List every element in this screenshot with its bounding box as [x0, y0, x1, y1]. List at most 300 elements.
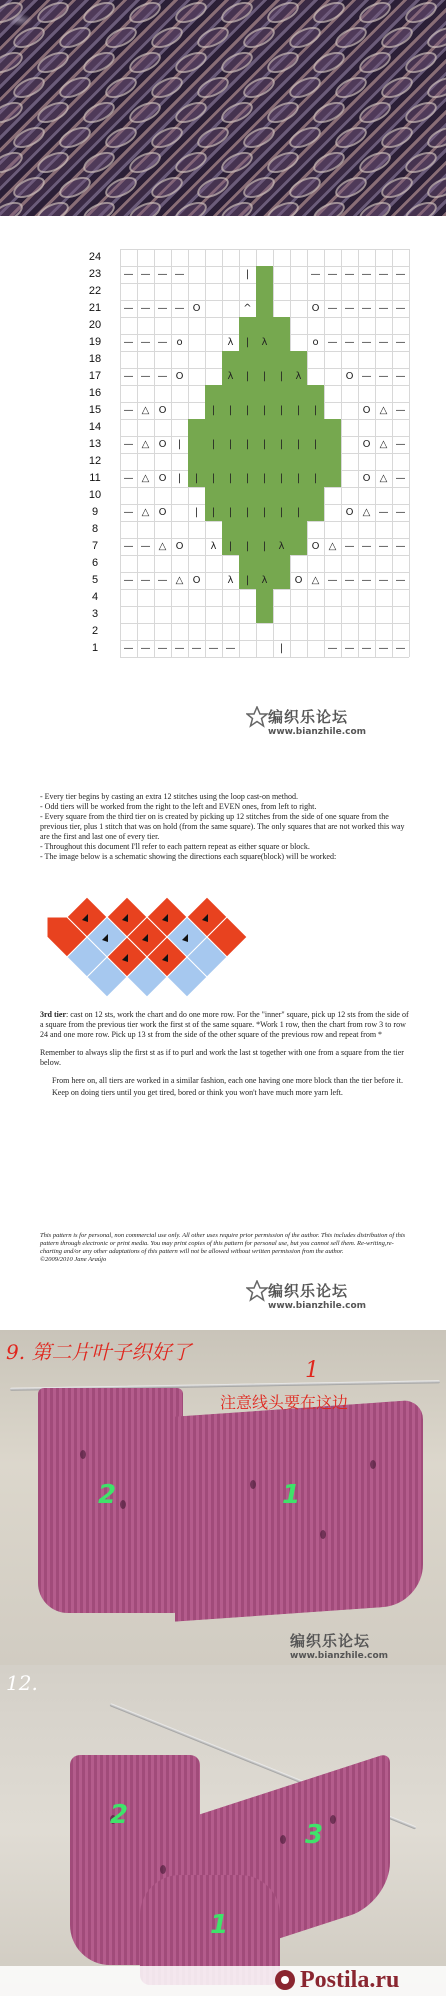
chart-cell: | [307, 402, 324, 419]
chart-cell: | [256, 368, 273, 385]
chart-cell [307, 640, 324, 657]
chart-cell [307, 555, 324, 572]
chart-cell [290, 623, 307, 640]
fabric-leaf-motif [240, 73, 278, 103]
chart-cell [256, 249, 273, 266]
chart-cell: — [123, 269, 134, 280]
chart-cell: — [395, 269, 406, 280]
chart-cell [137, 419, 154, 436]
fabric-leaf-motif [240, 123, 278, 153]
leaf-label: 2 [98, 1480, 117, 1510]
chart-cell: — [157, 575, 168, 586]
chart-cell: — [361, 269, 372, 280]
chart-cell: | [239, 504, 256, 521]
chart-cell [273, 487, 290, 504]
chart-cell: — [361, 371, 372, 382]
chart-cell [341, 470, 358, 487]
chart-cell [341, 317, 358, 334]
chart-cell [307, 487, 324, 504]
chart-cell: | [307, 470, 324, 487]
chart-cell: — [123, 541, 134, 552]
chart-cell [392, 521, 409, 538]
fabric-leaf-motif [102, 23, 140, 53]
fabric-leaf-motif [126, 48, 164, 78]
chart-cell: | [273, 436, 290, 453]
chart-cell: | [222, 504, 239, 521]
chart-cell [290, 606, 307, 623]
chart-cell: | [222, 402, 239, 419]
fabric-leaf-motif [264, 0, 302, 27]
chart-cell [324, 436, 341, 453]
chart-cell [205, 351, 222, 368]
chart-cell [154, 283, 171, 300]
chart-cell [392, 283, 409, 300]
chart-cell [239, 283, 256, 300]
knitting-photo-9 [0, 1330, 446, 1665]
chart-cell [205, 368, 222, 385]
chart-cell [171, 351, 188, 368]
fabric-leaf-motif [34, 0, 72, 27]
fabric-leaf-motif [194, 73, 232, 103]
fabric-leaf-motif [240, 23, 278, 53]
chart-cell: — [327, 337, 338, 348]
chart-cell [188, 402, 205, 419]
chart-cell [188, 487, 205, 504]
chart-cell [239, 521, 256, 538]
chart-cell [120, 385, 137, 402]
chart-cell [137, 521, 154, 538]
chart-cell: — [344, 303, 355, 314]
chart-cell [239, 351, 256, 368]
fabric-leaf-motif [402, 148, 440, 178]
chart-cell [239, 317, 256, 334]
fabric-leaf-motif [80, 148, 118, 178]
chart-row-label: 4 [91, 591, 99, 603]
chart-cell [120, 283, 137, 300]
chart-cell: — [344, 337, 355, 348]
fabric-leaf-motif [34, 148, 72, 178]
chart-cell [120, 589, 137, 606]
chart-cell [341, 589, 358, 606]
fabric-leaf-motif [56, 123, 94, 153]
chart-cell: | [222, 436, 239, 453]
chart-cell [375, 606, 392, 623]
chart-cell [171, 623, 188, 640]
fabric-leaf-motif [264, 48, 302, 78]
chart-cell [171, 521, 188, 538]
chart-cell [154, 555, 171, 572]
chart-cell [120, 521, 137, 538]
chart-cell [154, 385, 171, 402]
instructions [40, 792, 410, 862]
chart-cell [324, 487, 341, 504]
chart-cell: △ [141, 439, 150, 450]
chart-row-label: 11 [89, 472, 101, 484]
chart-cell [188, 538, 205, 555]
chart-cell: O [192, 575, 201, 586]
chart-cell: — [395, 541, 406, 552]
fabric-leaf-motif [332, 123, 370, 153]
chart-cell [171, 504, 188, 521]
chart-cell: — [157, 337, 168, 348]
chart-cell [290, 555, 307, 572]
fabric-leaf-motif [310, 0, 348, 27]
chart-row-label: 17 [88, 370, 102, 382]
tier-instructions [40, 1010, 410, 1106]
chart-cell [120, 453, 137, 470]
chart-cell: O [158, 439, 167, 450]
fabric-leaf-motif [332, 173, 370, 203]
chart-cell [375, 555, 392, 572]
knitted-leaf-1 [175, 1399, 423, 1621]
chart-cell: | [307, 436, 324, 453]
chart-cell [154, 623, 171, 640]
chart-cell [392, 555, 409, 572]
chart-cell [307, 249, 324, 266]
chart-cell [273, 351, 290, 368]
fabric-leaf-motif [286, 173, 324, 203]
chart-cell [205, 300, 222, 317]
fabric-leaf-motif [194, 123, 232, 153]
chart-cell [290, 317, 307, 334]
chart-cell [290, 249, 307, 266]
chart-cell [188, 266, 205, 283]
chart-cell [188, 453, 205, 470]
chart-cell: — [123, 473, 134, 484]
tier3-label: 3rd tier [40, 1010, 66, 1019]
chart-cell [290, 419, 307, 436]
chart-cell: | [290, 504, 307, 521]
chart-cell: — [395, 371, 406, 382]
watermark-url: www.bianzhile.com [268, 1301, 367, 1311]
fabric-leaf-motif [424, 73, 446, 103]
chart-cell [256, 555, 273, 572]
chart-cell: — [361, 575, 372, 586]
chart-cell: — [123, 439, 134, 450]
chart-cell [222, 317, 239, 334]
chart-cell: — [140, 371, 151, 382]
fabric-leaf-motif [378, 173, 416, 203]
fabric-leaf-motif [424, 23, 446, 53]
chart-cell [324, 453, 341, 470]
chart-cell: △ [379, 473, 388, 484]
chart-cell [307, 623, 324, 640]
chart-cell [256, 283, 273, 300]
chart-cell [375, 419, 392, 436]
chart-cell [392, 385, 409, 402]
chart-cell [341, 436, 358, 453]
chart-cell [222, 300, 239, 317]
chart-cell: — [378, 337, 389, 348]
chart-cell: △ [379, 405, 388, 416]
chart-cell: — [123, 405, 134, 416]
chart-cell [341, 555, 358, 572]
fabric-leaf-motif [378, 123, 416, 153]
knitting-photo-12 [0, 1665, 446, 1996]
chart-row-label: 14 [88, 421, 102, 433]
chart-cell: — [361, 303, 372, 314]
tier3-text: : cast on 12 sts, work the chart and do one more row. For the "inner" square, pick up 12 sts from the side of a square from the previous tier work the first st of the same square. *Work 1 row, then the chart from row 3 to row 24 and one more row. Pick up 13 st from the side of the other square of the previous row and repeat from * [40, 1010, 409, 1039]
chart-cell [256, 419, 273, 436]
chart-cell [324, 606, 341, 623]
fabric-leaf-motif [102, 73, 140, 103]
chart-row-label: 24 [88, 251, 102, 263]
fabric-leaf-motif [34, 48, 72, 78]
chart-cell [358, 555, 375, 572]
chart-row-label: 15 [88, 404, 102, 416]
chart-cell [256, 606, 273, 623]
chart-cell [171, 453, 188, 470]
chart-cell: | [222, 538, 239, 555]
chart-cell [324, 402, 341, 419]
copyright-line: ©2009/2010 Jane Araújo [40, 1256, 107, 1263]
chart-cell [307, 317, 324, 334]
postila-logo-icon [274, 1969, 296, 1991]
chart-cell: — [361, 337, 372, 348]
watermark-url: www.bianzhile.com [268, 727, 367, 737]
fabric-leaf-motif [218, 148, 256, 178]
chart-row-label: 13 [88, 438, 102, 450]
chart-cell [188, 368, 205, 385]
fabric-leaf-motif [80, 198, 118, 216]
chart-cell [273, 453, 290, 470]
chart-cell: | [239, 538, 256, 555]
chart-cell [375, 249, 392, 266]
chart-cell [188, 419, 205, 436]
chart-cell [307, 385, 324, 402]
chart-cell [188, 317, 205, 334]
chart-cell [154, 249, 171, 266]
chart-cell: — [174, 269, 185, 280]
fabric-leaf-motif [10, 73, 48, 103]
chart-cell: — [378, 643, 389, 654]
fabric-leaf-motif [126, 198, 164, 216]
chart-cell: | [273, 402, 290, 419]
watermark-cn: 编织乐论坛 [268, 1282, 349, 1300]
chart-cell [341, 521, 358, 538]
chart-cell [239, 623, 256, 640]
chart-row-label: 10 [88, 489, 102, 501]
chart-cell: — [157, 371, 168, 382]
chart-cell [222, 249, 239, 266]
chart-cell [392, 317, 409, 334]
chart-cell [205, 606, 222, 623]
chart-cell [256, 300, 273, 317]
fabric-leaf-motif [310, 48, 348, 78]
fabric-leaf-motif [148, 123, 186, 153]
chart-cell [171, 402, 188, 419]
chart-cell [273, 589, 290, 606]
chart-cell [222, 521, 239, 538]
chart-cell [273, 623, 290, 640]
chart-cell [324, 368, 341, 385]
chart-cell: | [245, 269, 250, 280]
fabric-leaf-motif [126, 0, 164, 27]
chart-row-label: 8 [91, 523, 99, 535]
chart-cell [358, 283, 375, 300]
fabric-leaf-motif [264, 148, 302, 178]
chart-cell [290, 453, 307, 470]
fabric-leaf-motif [402, 198, 440, 216]
chart-cell: O [311, 303, 320, 314]
chart-cell [375, 623, 392, 640]
chart-cell [171, 419, 188, 436]
chart-cell [290, 300, 307, 317]
chart-cell [188, 589, 205, 606]
chart-cell: λ [227, 575, 234, 586]
fabric-leaf-motif [286, 73, 324, 103]
chart-cell [120, 317, 137, 334]
chart-cell: — [395, 507, 406, 518]
chart-cell [341, 606, 358, 623]
chart-cell: λ [210, 541, 217, 552]
chart-cell [375, 487, 392, 504]
fabric-leaf-motif [356, 98, 394, 128]
fabric-leaf-motif [34, 98, 72, 128]
fabric-leaf-motif [102, 173, 140, 203]
chart-cell [290, 385, 307, 402]
instruction-line: - Every square from the third tier on is created by picking up 12 stitches from the side of one square from the previous tier, plus 1 stitch that was on hold (from the same square). The only squares that are not worked this way are the first and last one of every tier. [40, 812, 405, 841]
photo-caption: 9. 第二片叶子织好了 [6, 1340, 192, 1364]
fabric-leaf-motif [218, 198, 256, 216]
chart-row-label: 16 [88, 387, 102, 399]
chart-cell [358, 317, 375, 334]
chart-cell: — [378, 269, 389, 280]
chart-cell: — [395, 473, 406, 484]
chart-cell [273, 555, 290, 572]
leaf-label: 3 [305, 1820, 324, 1850]
fabric-leaf-motif [10, 123, 48, 153]
chart-cell: O [345, 507, 354, 518]
chart-cell [324, 385, 341, 402]
chart-cell [222, 555, 239, 572]
chart-cell [307, 504, 324, 521]
chart-cell [239, 487, 256, 504]
chart-cell [358, 453, 375, 470]
chart-cell [171, 249, 188, 266]
chart-cell: O [192, 303, 201, 314]
chart-cell [222, 589, 239, 606]
chart-cell [307, 419, 324, 436]
chart-cell [375, 589, 392, 606]
chart-cell: | [273, 504, 290, 521]
chart-row-label: 12 [88, 455, 102, 467]
chart-cell [341, 487, 358, 504]
chart-cell [324, 317, 341, 334]
chart-cell [154, 317, 171, 334]
chart-cell [222, 419, 239, 436]
chart-cell [358, 249, 375, 266]
note-number: 1 [305, 1358, 319, 1383]
chart-cell [273, 385, 290, 402]
instruction-line: - Every tier begins by casting an extra 12 stitches using the loop cast-on method. [40, 792, 298, 801]
chart-cell: | [239, 572, 256, 589]
chart-cell: — [140, 303, 151, 314]
chart-cell [341, 419, 358, 436]
note-text: 注意线头要在这边 [220, 1393, 349, 1412]
chart-cell [137, 249, 154, 266]
fabric-leaf-motif [172, 0, 210, 27]
fabric-leaf-motif [80, 48, 118, 78]
fabric-leaf-motif [378, 73, 416, 103]
chart-cell [154, 589, 171, 606]
fabric-leaf-motif [424, 123, 446, 153]
chart-cell [239, 606, 256, 623]
chart-cell [392, 351, 409, 368]
chart-cell [392, 419, 409, 436]
fabric-leaf-motif [310, 98, 348, 128]
chart-cell: △ [175, 575, 184, 586]
chart-cell [341, 385, 358, 402]
chart-cell: | [239, 436, 256, 453]
chart-cell [154, 351, 171, 368]
chart-cell [222, 385, 239, 402]
chart-cell [273, 419, 290, 436]
fabric-leaf-motif [240, 173, 278, 203]
chart-cell: — [327, 575, 338, 586]
chart-cell [273, 283, 290, 300]
chart-cell: — [157, 303, 168, 314]
chart-cell [188, 334, 205, 351]
chart-cell [256, 589, 273, 606]
chart-cell: | [239, 402, 256, 419]
chart-cell: O [175, 541, 184, 552]
fabric-leaf-motif [310, 198, 348, 216]
chart-cell: | [177, 439, 182, 450]
fabric-leaf-motif [0, 0, 26, 27]
chart-cell: | [239, 368, 256, 385]
chart-cell [188, 521, 205, 538]
chart-cell [171, 555, 188, 572]
chart-cell [290, 351, 307, 368]
chart-cell [256, 453, 273, 470]
chart-cell [290, 266, 307, 283]
chart-cell [239, 589, 256, 606]
chart-cell: — [123, 643, 134, 654]
chart-cell: λ [273, 538, 290, 555]
chart-cell [358, 589, 375, 606]
chart-cell [324, 521, 341, 538]
chart-cell [358, 623, 375, 640]
chart-cell: — [395, 575, 406, 586]
chart-cell [154, 521, 171, 538]
chart-cell: λ [256, 572, 273, 589]
chart-cell [273, 521, 290, 538]
chart-cell [392, 606, 409, 623]
chart-cell [290, 589, 307, 606]
chart-cell: | [205, 436, 222, 453]
chart-cell [205, 572, 222, 589]
fabric-leaf-motif [172, 98, 210, 128]
chart-cell [205, 317, 222, 334]
chart-cell [307, 283, 324, 300]
chart-cell [358, 606, 375, 623]
chart-cell [205, 266, 222, 283]
chart-cell [137, 385, 154, 402]
fabric-leaf-motif [148, 173, 186, 203]
chart-cell: — [174, 303, 185, 314]
fabric-leaf-motif [218, 48, 256, 78]
chart-cell [392, 623, 409, 640]
chart-cell: — [157, 643, 168, 654]
chart-cell [120, 351, 137, 368]
fabric-leaf-motif [194, 173, 232, 203]
chart-row-label: 1 [91, 642, 99, 654]
chart-cell [358, 419, 375, 436]
chart-cell: — [123, 371, 134, 382]
chart-row-label: 21 [88, 302, 102, 314]
fabric-leaf-motif [402, 48, 440, 78]
